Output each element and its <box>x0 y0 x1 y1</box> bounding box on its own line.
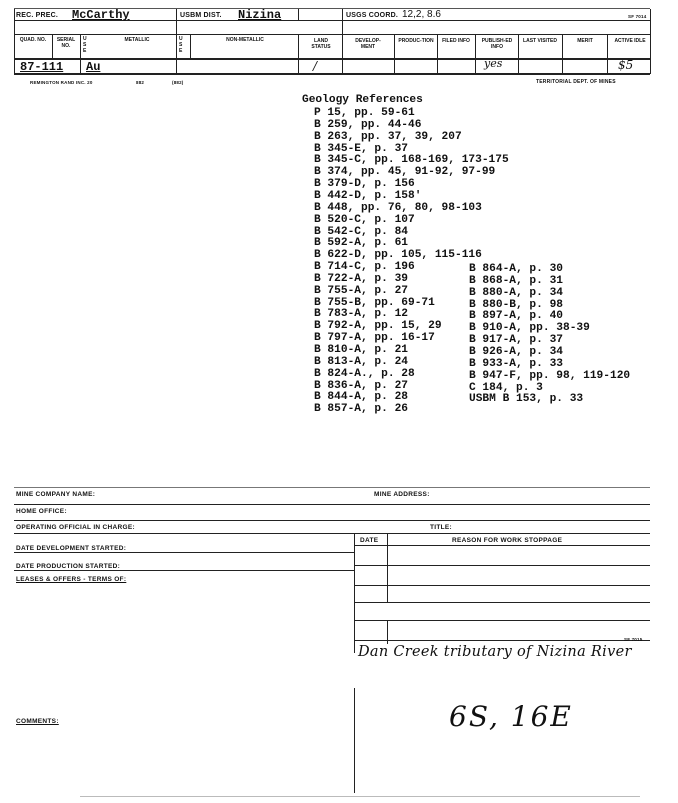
form-number-top: SF 7014 <box>628 14 647 19</box>
published-info-label: PUBLISH-ED INFO <box>481 38 513 50</box>
reference-entry: B 722-A, p. 39 <box>314 272 408 285</box>
reference-entry: B 755-B, pp. 69-71 <box>314 296 435 309</box>
date-column-label: DATE <box>360 537 379 544</box>
production-label: PRODUC-TION <box>398 38 434 44</box>
reference-entry: B 813-A, p. 24 <box>314 355 408 368</box>
usgs-coord-label: USGS COORD. <box>346 12 398 19</box>
reference-entry: P 15, pp. 59-61 <box>314 107 415 119</box>
active-idle-mark: $5 <box>618 58 634 72</box>
usbm-dist-value: Nizina <box>238 8 282 22</box>
filed-info-label: FILED INFO <box>442 38 470 44</box>
reference-entry: B 947-F, pp. 98, 119-120 <box>469 369 631 382</box>
reference-entry: B 592-A, p. 61 <box>314 237 408 250</box>
printer-code: 882 <box>136 80 145 85</box>
reference-entry: B 797-A, pp. 16-17 <box>314 332 435 345</box>
reference-entry: B 844-A, p. 28 <box>314 391 408 404</box>
land-status-label: LAND STATUS <box>311 38 331 50</box>
reference-entry: B 374, pp. 45, 91-92, 97-99 <box>314 166 496 179</box>
printer-code-2: (882) <box>172 80 184 85</box>
reference-entry: B 345-C, pp. 168-169, 173-175 <box>314 154 509 167</box>
reference-entry: B 755-A, p. 27 <box>314 284 408 297</box>
merit-label: MERIT <box>577 38 593 44</box>
reference-entry: B 520-C, p. 107 <box>314 213 415 226</box>
reference-entry: B 824-A., p. 28 <box>314 367 415 380</box>
prod-started-label: DATE PRODUCTION STARTED: <box>16 563 121 570</box>
metallic-label: METALLIC <box>124 37 150 43</box>
reference-entry: B 783-A, p. 12 <box>314 308 408 321</box>
reference-entry: B 836-A, p. 27 <box>314 379 408 392</box>
development-label: DEVELOP-MENT <box>355 38 381 50</box>
handwritten-location-note: Dan Creek tributary of Nizina River <box>358 644 632 660</box>
reference-entry: B 810-A, p. 21 <box>314 344 408 356</box>
usgs-coord-value: 12,2, 8.6 <box>402 9 441 20</box>
usbm-dist-label: USBM DIST. <box>180 12 222 19</box>
serial-no-label: SERIAL NO. <box>56 37 76 49</box>
dev-started-label: DATE DEVELOPMENT STARTED: <box>16 545 127 552</box>
rec-prec-value: McCarthy <box>72 8 130 22</box>
form-number-bottom: SF 7015 <box>624 637 643 642</box>
reference-entry: B 880-A, p. 34 <box>469 286 563 299</box>
references-heading: Geology References <box>302 94 423 106</box>
reference-entry: B 864-A, p. 30 <box>469 263 563 275</box>
reference-entry: B 897-A, p. 40 <box>469 310 563 323</box>
metallic-commodity-value: Au <box>86 60 101 74</box>
published-info-mark: yes <box>484 57 503 70</box>
reference-entry: B 263, pp. 37, 39, 207 <box>314 130 462 143</box>
reference-entry: B 910-A, pp. 38-39 <box>469 322 590 335</box>
rec-prec-label: REC. PREC. <box>16 12 59 19</box>
active-idle-label: ACTIVE IDLE <box>614 38 646 44</box>
comments-label: COMMENTS: <box>16 718 59 725</box>
reference-entry: B 868-A, p. 31 <box>469 274 563 287</box>
title-label: TITLE: <box>430 524 453 531</box>
reference-entry: B 933-A, p. 33 <box>469 357 563 370</box>
quad-no-label: QUAD. NO. <box>19 37 47 43</box>
mine-address-label: MINE ADDRESS: <box>374 491 430 498</box>
reason-column-label: REASON FOR WORK STOPPAGE <box>452 537 563 544</box>
reference-entry: B 917-A, p. 37 <box>469 334 563 347</box>
mine-company-label: MINE COMPANY NAME: <box>16 491 96 498</box>
reference-entry: B 442-D, p. 158' <box>314 189 422 202</box>
metallic-use-label: U S E <box>83 36 87 54</box>
nonmetallic-label: NON-METALLIC <box>226 37 264 43</box>
handwritten-township-range: 6S, 16E <box>449 700 573 733</box>
reference-entry: C 184, p. 3 <box>469 381 543 394</box>
land-status-mark: / <box>313 59 318 73</box>
reference-entry: B 792-A, pp. 15, 29 <box>314 320 442 333</box>
reference-entry: B 345-E, p. 37 <box>314 142 408 155</box>
reference-entry: B 857-A, p. 26 <box>314 403 408 416</box>
nonmetallic-use-label: U S E <box>179 36 183 54</box>
reference-entry: B 714-C, p. 196 <box>314 261 415 274</box>
reference-entry: B 448, pp. 76, 80, 98-103 <box>314 201 482 214</box>
reference-entry: B 880-B, p. 98 <box>469 298 563 311</box>
reference-entry: USBM B 153, p. 33 <box>469 393 584 406</box>
reference-entry: B 259, pp. 44-46 <box>314 118 422 131</box>
reference-entry: B 379-D, p. 156 <box>314 178 415 191</box>
home-office-label: HOME OFFICE: <box>16 508 67 515</box>
last-visited-label: LAST VISITED <box>523 38 557 44</box>
reference-entry: B 926-A, p. 34 <box>469 345 563 358</box>
quad-serial-value: 87-111 <box>20 60 64 74</box>
printer-mark: REMINGTON RAND INC. 20 <box>30 80 93 85</box>
leases-label: LEASES & OFFERS - TERMS OF: <box>16 576 127 583</box>
reference-entry: B 542-C, p. 84 <box>314 225 408 238</box>
dept-name: TERRITORIAL DEPT. OF MINES <box>536 79 616 85</box>
operating-official-label: OPERATING OFFICIAL IN CHARGE: <box>16 524 135 531</box>
reference-entry: B 622-D, pp. 105, 115-116 <box>314 249 482 262</box>
